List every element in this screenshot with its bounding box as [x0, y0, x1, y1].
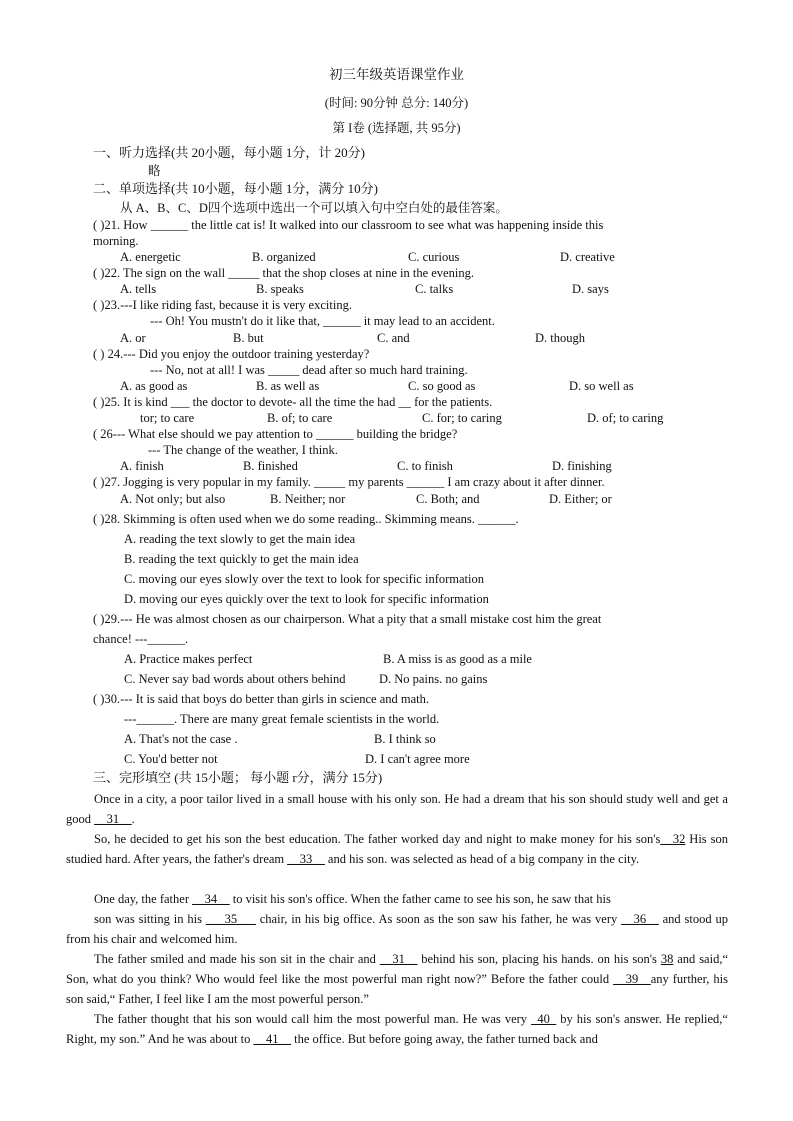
blank-40: _40_ [531, 1012, 557, 1026]
section-listening-heading: 一、听力选择(共 20小题，每小题 1分，计 20分) [93, 145, 365, 160]
question-stem: ( )22. The sign on the wall _____ that the shop closes at nine in the evening. [93, 266, 474, 280]
option-d: D. says [572, 282, 609, 296]
option-b: B. of; to care [267, 411, 333, 425]
option-c: C. curious [408, 250, 460, 264]
question-stem: ---______. There are many great female scientists in the world. [124, 712, 440, 726]
question-stem: ( )21. How ______ the little cat is! It walked into our classroom to see what was happening inside this [93, 218, 604, 232]
option-c: C. to finish [397, 459, 453, 473]
option-d: D. so well as [569, 379, 634, 393]
page-title: 初三年级英语课堂作业 [329, 67, 464, 82]
cloze-paragraph: The father thought that his son would call him the most powerful man. He was very _40_ by his son's answer. He replied,“ Right, my son.” And he was about to __41__ the office. But before going away, the father turned back and [66, 1012, 728, 1046]
cloze-paragraph: One day, the father __34__ to visit his son's office. When the father came to see his son, he saw that his [94, 892, 611, 906]
option-b: B. A miss is as good as a mile [383, 652, 532, 666]
section-single-choice-instruction: 从 A、B、C、D四个选项中选出一个可以填入句中空白处的最佳答案。 [120, 201, 508, 215]
option-d: D. though [535, 331, 585, 345]
option-c: C. so good as [408, 379, 476, 393]
option-c: C. Never say bad words about others behind [124, 672, 346, 686]
option-b: B. as well as [256, 379, 320, 393]
cloze-paragraph: son was sitting in his ___35___ chair, in his big office. As soon as the son saw his father, he was very __36__ and stood up from his chair and welcomed him. [66, 912, 729, 946]
blank-37: __31__ [379, 952, 418, 966]
question-stem: ( ) 24.--- Did you enjoy the outdoor training yesterday? [93, 347, 370, 361]
question-stem: morning. [93, 234, 139, 248]
option-b: B. but [233, 331, 264, 345]
blank-33: __33__ [287, 852, 325, 866]
option-c: C. Both; and [416, 492, 480, 506]
option-a: A. Not only; but also [120, 492, 226, 506]
option-a: A. Practice makes perfect [124, 652, 253, 666]
cloze-paragraph: Once in a city, a poor tailor lived in a small house with his only son. He had a dream that his son should study well and get a good __31__. [66, 792, 728, 826]
blank-32: __32 [660, 832, 686, 846]
option-a: A. That's not the case . [124, 732, 238, 746]
option-c: C. for; to caring [422, 411, 502, 425]
option-a: A. reading the text slowly to get the main idea [124, 532, 356, 546]
option-d: D. of; to caring [587, 411, 664, 425]
option-d: D. No pains. no gains [379, 672, 488, 686]
option-b: B. organized [252, 250, 316, 264]
section-single-choice-heading: 二、单项选择(共 10小题，每小题 1分，满分 10分) [93, 181, 378, 196]
option-a: A. finish [120, 459, 164, 473]
option-b: B. reading the text quickly to get the main idea [124, 552, 359, 566]
question-stem: chance! ---______. [93, 632, 189, 646]
option-d: D. moving our eyes quickly over the text to look for specific information [124, 592, 489, 606]
cloze-paragraph: So, he decided to get his son the best education. The father worked day and night to make money for his son's__32 His son studied hard. After years, the father's dream __33__ and his son. was selected as head of a big company in the city. [66, 832, 728, 866]
blank-31: __31__ [94, 812, 132, 826]
question-stem: ( )30.--- It is said that boys do better than girls in science and math. [93, 692, 430, 706]
blank-36: __36__ [621, 912, 659, 926]
question-stem: ( 26--- What else should we pay attention to ______ building the bridge? [93, 427, 458, 441]
question-stem: ( )28. Skimming is often used when we do some reading.. Skimming means. ______. [93, 512, 519, 526]
question-stem: ( )29.--- He was almost chosen as our chairperson. What a pity that a small mistake cost him the great [93, 612, 602, 626]
part-one-heading: 第 I卷 (选择题, 共 95分) [332, 121, 461, 135]
option-c: C. You'd better not [124, 752, 218, 766]
option-a: A. tells [120, 282, 157, 296]
question-stem: ( )23.---I like riding fast, because it is very exciting. [93, 298, 352, 312]
option-c: C. and [377, 331, 410, 345]
option-b: B. speaks [256, 282, 304, 296]
option-a: tor; to care [140, 411, 195, 425]
option-a: A. as good as [120, 379, 188, 393]
blank-34: __34__ [192, 892, 230, 906]
option-c: C. moving our eyes slowly over the text to look for specific information [124, 572, 484, 586]
time-score-line: (时间: 90分钟 总分: 140分) [324, 96, 469, 110]
option-d: D. I can't agree more [365, 752, 470, 766]
blank-39: __39__ [613, 972, 651, 986]
option-d: D. finishing [552, 459, 612, 473]
question-stem: ( )27. Jogging is very popular in my family. _____ my parents ______ I am crazy about it after dinner. [93, 475, 605, 489]
section-listening-note: 略 [148, 164, 161, 178]
option-b: B. finished [243, 459, 298, 473]
option-d: D. creative [560, 250, 615, 264]
question-stem: --- Oh! You mustn't do it like that, ______ it may lead to an accident. [150, 314, 495, 328]
blank-38: 38 [660, 952, 674, 966]
option-b: B. Neither; nor [270, 492, 346, 506]
option-d: D. Either; or [549, 492, 612, 506]
blank-41: __41__ [253, 1032, 291, 1046]
blank-35: ___35___ [205, 912, 256, 926]
option-b: B. I think so [374, 732, 436, 746]
question-stem: ( )25. It is kind ___ the doctor to devote- all the time the had __ for the patients. [93, 395, 493, 409]
question-stem: --- The change of the weather, I think. [148, 443, 338, 457]
option-c: C. talks [415, 282, 454, 296]
cloze-paragraph: The father smiled and made his son sit in the chair and __31__ behind his son, placing his hands. on his son's 38 and said,“ Son, what do you think? Who would feel like the most powerful man right now?” Before the father could __39__any further, his son said,“ Father, I feel like I am the most powerful person.” [66, 952, 729, 1006]
section-cloze-heading: 三、完形填空 (共 15小题； 每小题 r分，满分 15分) [93, 770, 383, 785]
option-a: A. or [120, 331, 146, 345]
option-a: A. energetic [120, 250, 181, 264]
question-stem: --- No, not at all! I was _____ dead after so much hard training. [150, 363, 468, 377]
